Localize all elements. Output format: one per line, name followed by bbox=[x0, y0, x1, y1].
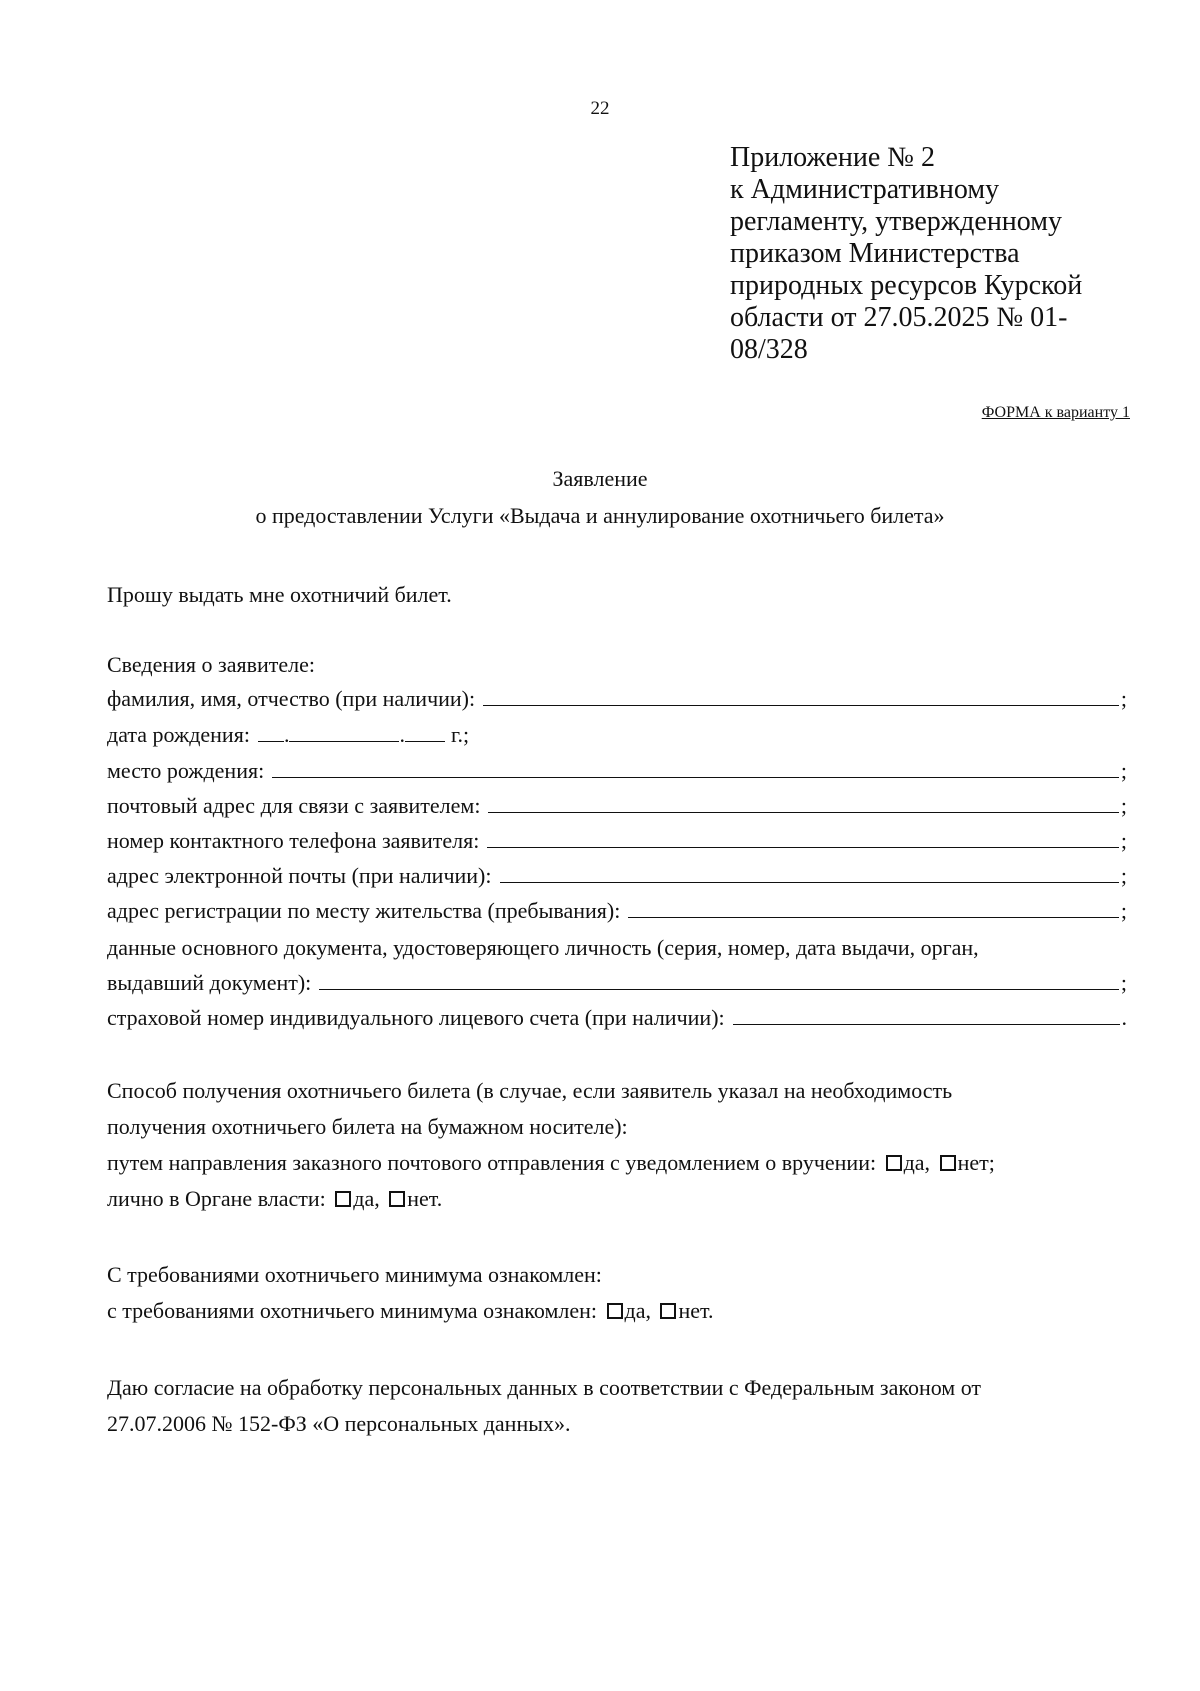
mail-yes-checkbox[interactable] bbox=[886, 1155, 902, 1171]
fio-field[interactable] bbox=[483, 705, 1119, 706]
id-document-field[interactable] bbox=[319, 989, 1119, 990]
no-label: нет. bbox=[678, 1298, 714, 1323]
in-person-no-checkbox[interactable] bbox=[389, 1191, 405, 1207]
approval-stamp bbox=[730, 142, 1130, 366]
email-row bbox=[107, 859, 1127, 889]
semicolon: ; bbox=[1120, 898, 1127, 923]
in-person-option-label: лично в Органе власти: bbox=[107, 1186, 326, 1211]
date-separator: . bbox=[399, 722, 405, 747]
id-document-label: данные основного документа, удостоверяющего личность (серия, номер, дата выдачи, орган, bbox=[107, 935, 979, 960]
birth-date-suffix: г.; bbox=[450, 722, 470, 747]
document-subtitle: о предоставлении Услуги «Выдача и аннулирование охотничьего билета» bbox=[255, 503, 945, 528]
approval-line: Приложение № 2 bbox=[730, 142, 935, 173]
snils-label: страховой номер индивидуального лицевого счета (при наличии): bbox=[107, 1005, 725, 1030]
birth-day-field[interactable] bbox=[258, 741, 284, 742]
applicant-heading: Сведения о заявителе: bbox=[107, 652, 316, 677]
minimum-yes-checkbox[interactable] bbox=[607, 1303, 623, 1319]
approval-line: приказом Министерства bbox=[730, 238, 1020, 269]
approval-line: области от 27.05.2025 № 01- bbox=[730, 302, 1068, 333]
semicolon: ; bbox=[1120, 828, 1127, 853]
birth-place-label: место рождения: bbox=[107, 758, 265, 783]
mail-option-label: путем направления заказного почтового отправления с уведомлением о вручении: bbox=[107, 1150, 877, 1175]
page-number: 22 bbox=[590, 98, 610, 119]
in-person-yes-checkbox[interactable] bbox=[335, 1191, 351, 1207]
in-person-option-row bbox=[107, 1186, 442, 1212]
registration-field[interactable] bbox=[628, 917, 1119, 918]
phone-row bbox=[107, 824, 1127, 854]
form-variant-label: ФОРМА к варианту 1 bbox=[981, 404, 1130, 421]
postal-address-row bbox=[107, 789, 1127, 819]
request-text: Прошу выдать мне охотничий билет. bbox=[107, 582, 452, 607]
snils-field[interactable] bbox=[733, 1024, 1120, 1025]
email-field[interactable] bbox=[500, 882, 1119, 883]
fio-row bbox=[107, 682, 1127, 712]
document-title: Заявление bbox=[552, 466, 648, 491]
receipt-text-cont: получения охотничьего билета на бумажном носителе): bbox=[107, 1114, 628, 1139]
approval-line: природных ресурсов Курской bbox=[730, 270, 1083, 301]
registration-label: адрес регистрации по месту жительства (пребывания): bbox=[107, 898, 621, 923]
semicolon: ; bbox=[1120, 793, 1127, 818]
minimum-no-checkbox[interactable] bbox=[660, 1303, 676, 1319]
approval-line: регламенту, утвержденному bbox=[730, 206, 1062, 237]
minimum-option-label: с требованиями охотничьего минимума ознакомлен: bbox=[107, 1298, 597, 1323]
yes-label: да, bbox=[624, 1298, 651, 1323]
period: . bbox=[1121, 1005, 1127, 1030]
semicolon: ; bbox=[1120, 686, 1127, 711]
birth-date-label: дата рождения: bbox=[107, 722, 250, 747]
mail-no-checkbox[interactable] bbox=[940, 1155, 956, 1171]
consent-text: Даю согласие на обработку персональных данных в соответствии с Федеральным законом от bbox=[107, 1375, 982, 1400]
fio-label: фамилия, имя, отчество (при наличии): bbox=[107, 686, 476, 711]
birth-place-field[interactable] bbox=[272, 777, 1119, 778]
semicolon: ; bbox=[1120, 970, 1127, 995]
approval-line: 08/328 bbox=[730, 334, 808, 365]
minimum-heading: С требованиями охотничьего минимума ознакомлен: bbox=[107, 1262, 602, 1287]
minimum-option-row bbox=[107, 1298, 713, 1324]
id-document-label-cont: выдавший документ): bbox=[107, 970, 312, 995]
birth-place-row bbox=[107, 754, 1127, 784]
email-label: адрес электронной почты (при наличии): bbox=[107, 863, 492, 888]
no-label: нет; bbox=[957, 1150, 995, 1175]
birth-date-row bbox=[107, 718, 469, 748]
phone-field[interactable] bbox=[487, 847, 1119, 848]
birth-year-field[interactable] bbox=[405, 741, 445, 742]
no-label: нет. bbox=[407, 1186, 443, 1211]
birth-month-field[interactable] bbox=[289, 741, 399, 742]
yes-label: да, bbox=[903, 1150, 931, 1175]
receipt-text: Способ получения охотничьего билета (в случае, если заявитель указал на необходимость bbox=[107, 1078, 953, 1103]
id-document-row bbox=[107, 966, 1127, 996]
semicolon: ; bbox=[1120, 863, 1127, 888]
mail-option-row bbox=[107, 1150, 995, 1176]
phone-label: номер контактного телефона заявителя: bbox=[107, 828, 480, 853]
semicolon: ; bbox=[1120, 758, 1127, 783]
registration-row bbox=[107, 894, 1127, 924]
postal-address-label: почтовый адрес для связи с заявителем: bbox=[107, 793, 481, 818]
postal-address-field[interactable] bbox=[488, 812, 1118, 813]
approval-line: к Административному bbox=[730, 174, 1000, 205]
date-separator: . bbox=[283, 722, 290, 747]
snils-row bbox=[107, 1001, 1127, 1031]
yes-label: да, bbox=[353, 1186, 380, 1211]
consent-text-cont: 27.07.2006 № 152-ФЗ «О персональных данных». bbox=[107, 1411, 571, 1436]
